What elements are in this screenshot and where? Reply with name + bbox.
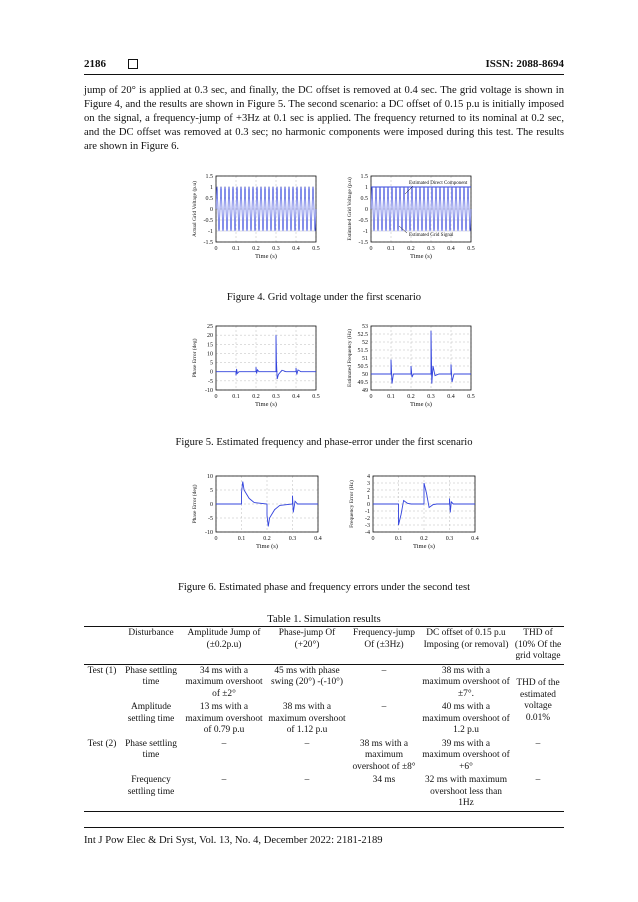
- x-tick-label: 0.2: [407, 394, 415, 400]
- y-tick-label: -2: [365, 516, 370, 522]
- y-tick-label: 49: [362, 388, 368, 394]
- table-cell: ‒: [304, 738, 310, 749]
- table-cell: 34 ms: [348, 774, 420, 811]
- x-tick-label: 0.3: [427, 394, 435, 400]
- y-tick-label: 10: [207, 351, 213, 358]
- table-row: [84, 738, 564, 775]
- table-row: [84, 701, 564, 738]
- body-paragraph: jump of 20° is applied at 0.3 sec, and finally, the DC offset is removed at 0.4 sec. The grid voltage is shown in Figure 4, and the results are shown in Figure 5. The second scenario: a DC offset of 0.15 p.u is initially imposed on the signal, a frequency-jump of +3Hz at 0.1 sec is applied. The frequency returned to its nominal at 0.2 sec, and the DC offset was removed at 0.3 sec; no harmonic components were imposed during this test. The results are shown in Figure 6.: [84, 85, 564, 152]
- y-tick-label: -1: [363, 229, 368, 235]
- x-tick-label: 0.5: [467, 394, 475, 400]
- table-cell: Test (1): [87, 665, 117, 676]
- y-tick-label: 53: [362, 324, 368, 330]
- x-tick-label: 0.1: [394, 536, 403, 542]
- x-tick-label: 0.2: [252, 246, 260, 252]
- x-tick-label: 0: [214, 246, 218, 252]
- y-tick-label: 2: [367, 488, 370, 494]
- y-tick-label: -0.5: [203, 218, 213, 224]
- simulation-results-table: [84, 626, 564, 812]
- x-axis-label: Time (s): [413, 543, 435, 550]
- x-tick-label: 0.2: [263, 536, 271, 542]
- x-tick-label: 0.3: [445, 536, 454, 542]
- page-footer: Int J Pow Elec & Dri Syst, Vol. 13, No. 4, December 2022: 2181-2189: [84, 835, 383, 846]
- table-row: [84, 664, 564, 701]
- x-axis-label: Time (s): [410, 253, 432, 260]
- x-tick-label: 0.3: [427, 246, 435, 252]
- y-tick-label: 0: [365, 207, 368, 213]
- page-number: 2186: [84, 58, 106, 70]
- y-axis-label: Actual Grid Voltage (p.u): [192, 180, 198, 238]
- table-header-row: [84, 627, 564, 665]
- y-tick-label: 1: [367, 495, 370, 501]
- y-tick-label: 50.5: [357, 364, 368, 370]
- table-cell: 34 ms with a maximum overshoot of ±2°: [185, 665, 263, 699]
- y-tick-label: 10: [207, 474, 213, 480]
- chart-actual-grid-voltage: [191, 174, 320, 260]
- table-cell: ‒: [535, 738, 541, 749]
- y-tick-label: -10: [205, 530, 213, 536]
- table-header-cell: Amplitude Jump of (±0.2p.u): [182, 627, 266, 665]
- chart-estimated-frequency-scenario1: [346, 324, 475, 408]
- y-tick-label: -3: [365, 523, 370, 529]
- figure-4: [190, 170, 480, 280]
- y-tick-label: -4: [365, 530, 370, 536]
- x-tick-label: 0.4: [447, 394, 455, 400]
- y-axis-label: Phase Error (deg): [192, 484, 198, 524]
- chart-phase-error-scenario1: [191, 324, 320, 408]
- x-axis-label: Time (s): [255, 253, 277, 260]
- y-tick-label: -5: [208, 516, 213, 522]
- y-tick-label: -1.5: [203, 240, 213, 246]
- x-tick-label: 0.4: [292, 246, 300, 252]
- table-cell: 40 ms with a maximum overshoot of 1.2 p.u: [422, 702, 510, 735]
- x-tick-label: 0.1: [387, 394, 395, 400]
- y-axis-label: Estimated Frequency (Hz): [347, 328, 353, 388]
- table-cell: Phase settling time: [125, 738, 177, 760]
- series-line: [216, 335, 316, 379]
- figure-6-caption: Figure 6. Estimated phase and frequency errors under the second test: [177, 582, 471, 593]
- y-tick-label: 52.5: [357, 332, 368, 338]
- table-cell: [84, 701, 120, 738]
- y-tick-label: 50: [362, 372, 368, 378]
- y-tick-label: 25: [207, 324, 213, 330]
- table-cell: Test (2): [87, 738, 117, 749]
- table-cell: THD of the estimated voltage 0.01%: [516, 678, 560, 723]
- table-cell: 45 ms with phase swing (20°) -(-10°): [270, 665, 344, 687]
- checkbox-square-icon: [128, 59, 138, 69]
- table-header-cell: Phase-jump Of (+20°): [266, 627, 348, 665]
- x-tick-label: 0.1: [232, 394, 240, 400]
- issn-label: ISSN: 2088-8694: [485, 58, 564, 70]
- annotation-label: Estimated Direct Component: [409, 181, 468, 186]
- table-cell: 13 ms with a maximum overshoot of 0.79 p.u: [185, 702, 263, 735]
- table-cell: 32 ms with maximum overshoot less than 1Hz: [420, 774, 512, 811]
- table-cell: ‒: [381, 665, 387, 676]
- x-tick-label: 0.1: [232, 246, 240, 252]
- x-tick-label: 0.2: [407, 246, 415, 252]
- table-header-cell: Disturbance: [120, 627, 182, 665]
- table-header-cell: Frequency-jump Of (±3Hz): [348, 627, 420, 665]
- y-tick-label: 5: [210, 488, 213, 494]
- x-tick-label: 0.3: [288, 536, 297, 542]
- table-cell: 38 ms with a maximum overshoot of 1.12 p.u: [268, 702, 346, 735]
- x-tick-label: 0.4: [292, 394, 300, 400]
- series-line: [373, 483, 475, 525]
- annotation-label: Estimated Grid Signal: [409, 233, 454, 238]
- y-tick-label: -5: [208, 378, 213, 385]
- y-tick-label: 49.5: [357, 380, 368, 386]
- x-tick-label: 0: [369, 394, 373, 400]
- y-axis-label: Phase Error (deg): [192, 338, 198, 378]
- x-tick-label: 0: [214, 536, 218, 542]
- y-tick-label: 20: [207, 333, 213, 340]
- y-tick-label: 0: [367, 502, 370, 508]
- y-tick-label: 1: [210, 185, 213, 191]
- table-row: [84, 774, 564, 811]
- series-line: [371, 331, 471, 384]
- y-tick-label: 51: [362, 356, 368, 362]
- table-header-cell: THD of (10% Of the grid voltage: [512, 627, 564, 665]
- table-header-cell: DC offset of 0.15 p.u Imposing (or removal): [420, 627, 512, 665]
- chart-phase-error-scenario2: [191, 474, 322, 550]
- x-tick-label: 0: [369, 246, 373, 252]
- x-tick-label: 0.2: [420, 536, 428, 542]
- x-tick-label: 0.5: [467, 246, 475, 252]
- table-cell: Amplitude settling time: [127, 702, 175, 724]
- table-cell: Phase settling time: [125, 665, 177, 687]
- chart-estimated-grid-voltage: [346, 174, 475, 260]
- footer-rule: [84, 827, 564, 828]
- y-tick-label: 51.5: [357, 348, 368, 354]
- x-tick-label: 0.4: [471, 536, 479, 542]
- table-caption: Table 1. Simulation results: [267, 614, 381, 625]
- figure-6: [190, 470, 480, 570]
- x-tick-label: 0.1: [237, 536, 246, 542]
- plot-frame: [216, 326, 316, 390]
- x-tick-label: 0.1: [387, 246, 395, 252]
- table-cell: Frequency settling time: [120, 774, 182, 811]
- y-tick-label: 1.5: [205, 174, 213, 180]
- y-tick-label: -1.5: [358, 240, 368, 246]
- table-cell: ‒: [266, 774, 348, 811]
- x-tick-label: 0.4: [447, 246, 455, 252]
- y-axis-label: Estimated Grid Voltage (p.u): [347, 177, 353, 241]
- x-tick-label: 0: [371, 536, 375, 542]
- table-cell: ‒: [381, 702, 387, 712]
- y-tick-label: 1: [365, 185, 368, 191]
- x-tick-label: 0.3: [272, 246, 280, 252]
- chart-frequency-error-scenario2: [348, 474, 479, 550]
- header-rule: [84, 74, 564, 75]
- y-tick-label: 52: [362, 340, 368, 346]
- x-tick-label: 0: [214, 394, 218, 400]
- y-tick-label: 5: [210, 360, 213, 367]
- x-axis-label: Time (s): [256, 543, 278, 550]
- y-tick-label: 3: [367, 481, 370, 487]
- figure-4-caption: Figure 4. Grid voltage under the first scenario: [226, 292, 422, 303]
- y-tick-label: 0.5: [360, 196, 368, 202]
- table-cell: 39 ms with a maximum overshoot of +6°: [422, 738, 510, 772]
- y-tick-label: 0.5: [205, 196, 213, 202]
- y-tick-label: 1.5: [360, 174, 368, 180]
- table-cell: [84, 774, 120, 811]
- x-axis-label: Time (s): [410, 401, 432, 408]
- y-tick-label: -0.5: [358, 218, 368, 224]
- x-tick-label: 0.3: [272, 394, 280, 400]
- x-axis-label: Time (s): [255, 401, 277, 408]
- table-cell: 38 ms with a maximum overshoot of ±8°: [352, 738, 416, 772]
- y-tick-label: 15: [207, 342, 213, 349]
- table-header-cell: [84, 627, 120, 665]
- y-tick-label: 0: [210, 207, 213, 213]
- y-tick-label: 0: [210, 369, 213, 376]
- y-tick-label: -1: [208, 229, 213, 235]
- x-tick-label: 0.2: [252, 394, 260, 400]
- y-tick-label: 0: [210, 502, 213, 508]
- table-cell: ‒: [221, 738, 227, 749]
- y-tick-label: -1: [365, 509, 370, 515]
- x-tick-label: 0.5: [312, 246, 320, 252]
- x-tick-label: 0.5: [312, 394, 320, 400]
- x-tick-label: 0.4: [314, 536, 322, 542]
- figure-5: [190, 320, 480, 428]
- figure-5-caption: Figure 5. Estimated frequency and phase-error under the first scenario: [175, 437, 473, 448]
- table-cell: ‒: [182, 774, 266, 811]
- table-cell: ‒: [512, 774, 564, 811]
- table-cell: 38 ms with a maximum overshoot of ±7°.: [422, 665, 510, 699]
- y-tick-label: 4: [367, 474, 370, 480]
- y-tick-label: -10: [205, 388, 213, 394]
- y-axis-label: Frequency Error (Hz): [349, 480, 355, 528]
